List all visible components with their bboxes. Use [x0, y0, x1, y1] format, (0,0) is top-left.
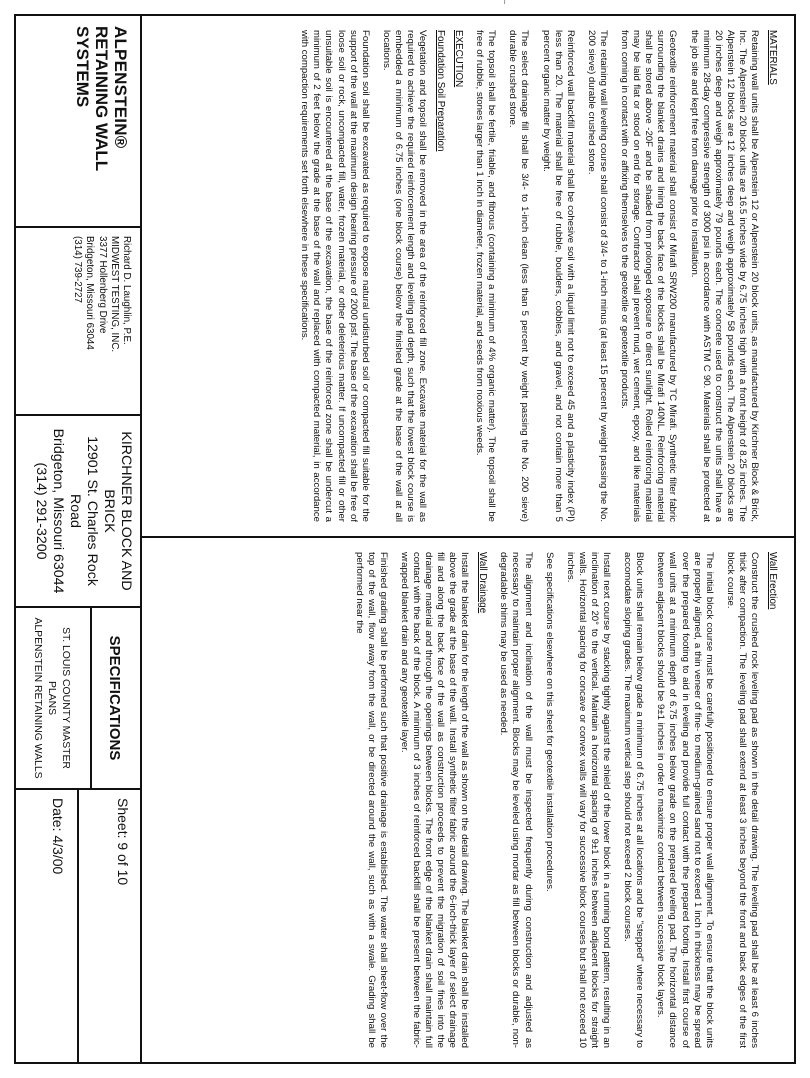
engineer-phone: (314) 739-2727	[72, 236, 84, 303]
right-column	[142, 536, 794, 1062]
erection-paragraph-2: The initial block course must be carefully positioned to ensure proper wall alignment. To ensure that the block units are properly aligned, a thin veneer of fine- to medium-grained sand not to exceed 1 inch in thickness may be spread over the prepared footing to aid in leveling and provide full contact with the prepared footing. Install first course of wall units at a minimum depth of 6.75 inches below grade on the prepared leveling pad. The horizontal distance between adjacent blocks should be 9±1 inches in order to maximize contact between successive block layers.	[655, 552, 715, 1048]
erection-paragraph-5: See specifications elsewhere on this sheet for geotextile installation procedures.	[543, 552, 555, 892]
drainage-paragraph-2: Finished grading shall be performed such that positive drainage is established. The water shall sheet-flow over the top of the wall, flow away from the wall, or be directed around the wall, such as with a swale. Grading shall be performed near the	[353, 552, 389, 1048]
scan-mark	[504, 0, 514, 4]
erection-paragraph-1: Construct the crushed rock leveling pad as shown in the detail drawing. The leveling pad shall be at least 6 inches thick after compaction. The leveling pad shall extend at least 3 inches beyond the front and back edges of the first block course.	[724, 552, 760, 1048]
project-cell	[16, 606, 142, 788]
title-block	[16, 16, 142, 1062]
company-street: 12901 St. Charles Rock Road	[67, 436, 100, 586]
company-phone: (314) 291-3200	[33, 462, 49, 560]
soil-paragraph-2: Foundation soil shall be excavated as required to expose natural undisturbed soil or compacted fill suitable for the support of the wall at the maximum design bearing pressure of 2000 psf. The base of the excavation shall be free of loose soil or rock, uncompacted fill, water, frozen material, or other deleterious matter. If uncompacted fill or other unsuitable soil is encountered at the base of the excavation, the base of the reinforced zone shall be undercut a minimum of 2 feet below the grade at the base of the wall and replaced with compacted material, in accordance with compaction requirements set forth elsewhere in these specifications.	[299, 30, 371, 522]
project-info	[30, 608, 90, 788]
sheet-date: Date: 4/3/00	[16, 790, 79, 1062]
materials-heading: MATERIALS	[767, 30, 778, 85]
project-name: ST. LOUIS COUNTY MASTER PLANS	[46, 627, 71, 769]
drainage-paragraph-1: Install the blanket drain for the length of the wall as shown on the detail drawing. The blanket drain shall be installed above the grade at the base of the wall. Install synthetic filter fabric around the 6-inch-thick layer of select drainage fill and along the back face of the wall as construction proceeds to prevent the migration of soil fines into the drainage material and through the openings between blocks. The front edge of the blanket drain shall maintain full contact with the back of the block. A minimum of 3 inches of reinforced backfill shall be present between the fabric-wrapped blanket drain and any geotextile layer.	[398, 552, 471, 1048]
soil-preparation-heading: Foundation Soil Preparation	[435, 30, 447, 152]
materials-paragraph-3: The retaining wall leveling course shall consist of 3/4- to 1-inch minus (at least 15 percent by weight passing the No. 200 sieve) durable crushed stone.	[585, 30, 609, 522]
materials-paragraph-5: The select drainage fill shall be 3/4- to 1-inch clean (less than 5 percent by weight passing the No. 200 sieve) durable crushed stone.	[507, 30, 531, 522]
materials-paragraph-1: Retaining wall units shall be Alpenstein 12 or Alpenstein 20 block units, as manufactured by Kirchner Block & Brick, Inc. The Alpenstein 20 block units are 16.5 inches wide by 6.75 inches high with a front height of 8.25 inches. The Alpenstein 12 blocks are 12 inches deep and weigh approximately 58 pounds each. The Alpenstein 20 blocks are 20 inches deep and weigh approximately 79 pounds each. The concrete used to construct the units shall have a minimum 28-day compressive strength of 3000 psi in accordance with ASTM C 90. Materials shall be protected at the job site and kept free from damage prior to installation.	[688, 30, 760, 522]
engineer-street: 3377 Hollenberg Drive	[96, 236, 108, 334]
engineer-firm: MIDWEST TESTING, INC.	[108, 236, 120, 353]
company-city: Bridgeton, Missouri 63044	[50, 428, 66, 594]
erection-paragraph-6: The alignment and inclination of the wall must be inspected frequently during construction and adjusted as necessary to maintain proper alignment. Blocks may be leveled using mortar as fill between blocks or durable, non-degradable shims may be used as needed.	[498, 552, 534, 1048]
engineer-cell	[16, 226, 142, 414]
erection-paragraph-4: Install next course by stacking tightly against the shield of the lower block in a running bond pattern, resulting in an inclination of 20° to the vertical. Maintain a horizontal spacing of 9±1 inches between adjacent blocks for straight walls. Horizontal spacing for concave or convex walls will vary for successive block courses but shall not exceed 10 inches.	[564, 552, 613, 1048]
company-cell	[16, 414, 142, 606]
sheet-border	[14, 14, 796, 1064]
materials-paragraph-6: The topsoil shall be fertile, friable, and fibrous (containing a minimum of 4% organic matter). The topsoil shall be free of rubble, stones larger than 1 inch in diameter, frozen material, and seeds from noxious weeds.	[474, 30, 498, 522]
materials-paragraph-4: Reinforced wall backfill material shall be cohesive soil with a liquid limit not to exceed 45 and a plasticity index (PI) less than 20. The material shall be free of rubble, boulders, cobbles, and gravel, and not contain more than 5 percent organic matter by weight.	[540, 30, 576, 522]
left-column	[142, 16, 794, 536]
project-subject: ALPENSTEIN RETAINING WALLS	[32, 617, 43, 779]
execution-heading: EXECUTION	[453, 30, 465, 88]
company-name: KIRCHNER BLOCK AND BRICK	[101, 431, 134, 591]
brand-cell	[16, 16, 142, 226]
sheet-title: SPECIFICATIONS	[90, 608, 136, 788]
specifications-body	[140, 16, 794, 1062]
soil-paragraph-1: Vegetation and topsoil shall be removed in the area of the reinforced fill zone. Excavate material for the wall as required to achieve the required reinforcement length and leveling pad depth, such that the lowest block course is embedded a minimum of 6.75 inches (one block course) below the finished grade at the base of the wall at all locations.	[380, 30, 429, 522]
sheet-info-cell	[16, 788, 142, 1062]
sheet-number: Sheet: 9 of 10	[115, 798, 131, 886]
wall-erection-heading: Wall Erection	[767, 552, 778, 610]
engineer-city: Bridgeton, Missouri 63044	[84, 236, 96, 350]
materials-paragraph-2: Geotextile reinforcement material shall consist of Mirafi SRW200 manufactured by TC Mirafi. Synthetic filter fabric surrounding the blanket drains and lining the back face of the blocks shall be Mirafi 140NL. Reinforcing material shall be stored above -20F and be shaded from prolonged exposure to direct sunlight. Rolled reinforcing material may be laid flat or stood on end for storage. Contractor shall prevent mud, wet cement, epoxy, and like materials from coming in contact with or affixing themselves to the geotextile or geotextile products.	[619, 30, 679, 522]
brand-name: ALPENSTEIN®	[111, 26, 130, 149]
brand-tagline: RETAINING WALL SYSTEMS	[73, 26, 111, 171]
engineer-name: Richard D. Laughlin, P.E.	[121, 236, 132, 345]
wall-drainage-heading: Wall Drainage	[477, 552, 489, 614]
erection-paragraph-3: Block units shall remain below grade a minimum of 6.75 inches at all locations and be "stepped" where necessary to accomodate sloping grades. The maximum vertical step should not exceed 2 block courses.	[622, 552, 646, 1048]
